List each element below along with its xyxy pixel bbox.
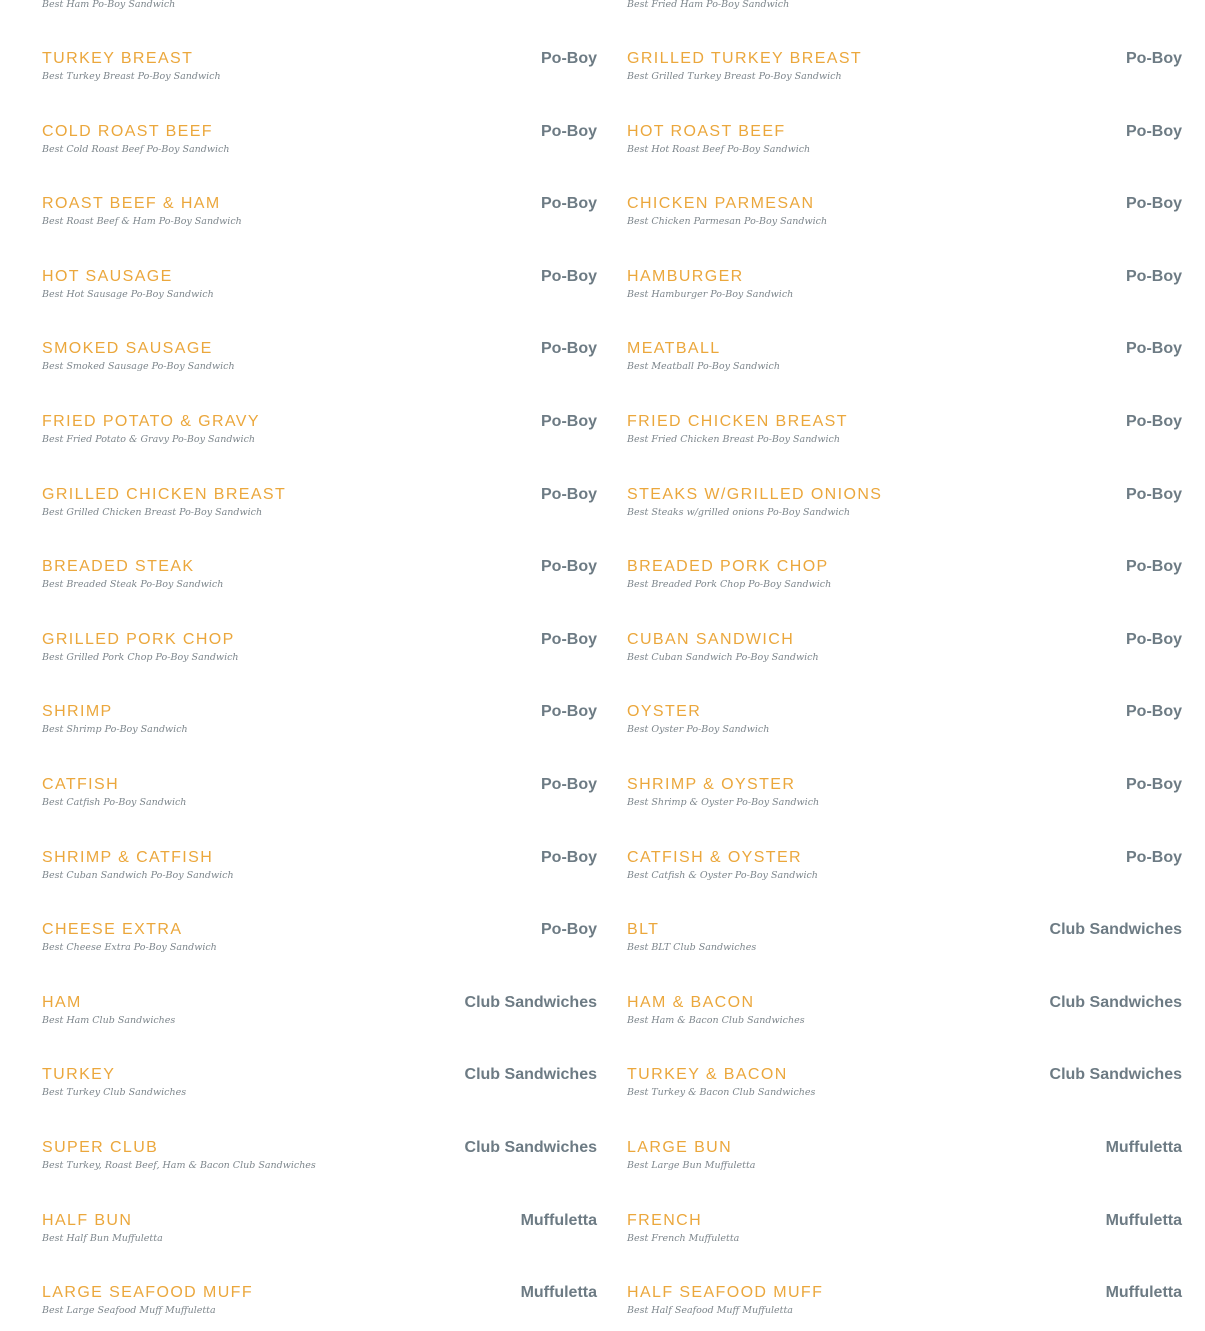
menu-item-name: HAM & BACON: [627, 993, 755, 1011]
menu-item-category: Po-Boy: [1126, 848, 1182, 866]
menu-item-description: Best BLT Club Sandwiches: [627, 942, 757, 954]
menu-item-name: TURKEY: [42, 1066, 116, 1084]
menu-item-name: CATFISH: [42, 776, 120, 793]
menu-item-category: Po-Boy: [541, 630, 597, 648]
menu-item[interactable]: [42, 920, 597, 960]
menu-item-description: Best Cold Roast Beef Po-Boy Sandwich: [42, 143, 230, 155]
menu-item-category: Club Sandwiches: [464, 993, 597, 1011]
menu-item-description: Best Catfish & Oyster Po-Boy Sandwich: [627, 869, 818, 881]
menu-item-category: Club Sandwiches: [1049, 921, 1182, 939]
menu-item-category: Club Sandwiches: [1049, 1066, 1182, 1084]
menu-item[interactable]: [627, 485, 1182, 525]
menu-item-category: Po-Boy: [541, 921, 597, 939]
menu-item-description: Best Steaks w/grilled onions Po-Boy Sandwich: [627, 506, 850, 518]
menu-item-name: GRILLED CHICKEN BREAST: [42, 485, 287, 503]
menu-item-category: Muffuletta: [1105, 1284, 1182, 1302]
menu-item-category: Po-Boy: [541, 485, 597, 503]
menu-item-category: Po-Boy: [541, 122, 597, 140]
menu-item-description: Best Chicken Parmesan Po-Boy Sandwich: [627, 216, 828, 228]
menu-item-description: Best Cheese Extra Po-Boy Sandwich: [42, 942, 217, 954]
menu-item-name: TURKEY & BACON: [627, 1066, 788, 1084]
menu-item-category: Club Sandwiches: [464, 1066, 597, 1084]
menu-item-category: Po-Boy: [541, 267, 597, 285]
menu-item-description: Best Turkey, Roast Beef, Ham & Bacon Club Sandwiches: [42, 1160, 316, 1171]
menu-item-description: Best Grilled Pork Chop Po-Boy Sandwich: [42, 651, 239, 663]
menu-item-description: Best Turkey Breast Po-Boy Sandwich: [42, 71, 221, 82]
menu-item-description: Best Breaded Pork Chop Po-Boy Sandwich: [627, 579, 832, 591]
menu-item-name: CUBAN SANDWICH: [627, 630, 795, 648]
menu-item-description: Best Fried Chicken Breast Po-Boy Sandwich: [627, 434, 840, 445]
menu-item-name: SHRIMP & CATFISH: [42, 848, 214, 866]
menu-item-description: Best Large Bun Muffuletta: [627, 1160, 756, 1171]
menu-item-description: Best Fried Potato & Gravy Po-Boy Sandwich: [42, 434, 256, 445]
menu-item[interactable]: [627, 267, 1182, 307]
menu-item-name: LARGE BUN: [627, 1139, 733, 1156]
menu-item[interactable]: [42, 1211, 597, 1251]
menu-item-description: Best Cuban Sandwich Po-Boy Sandwich: [42, 869, 234, 881]
menu-item-name: HOT SAUSAGE: [42, 267, 173, 285]
menu-item-category: Po-Boy: [1126, 413, 1182, 430]
menu-item-description: Best Roast Beef & Ham Po-Boy Sandwich: [42, 216, 242, 228]
menu-item[interactable]: [42, 557, 597, 597]
menu-item-name: MEATBALL: [627, 340, 721, 358]
menu-item-description: Best Ham & Bacon Club Sandwiches: [627, 1014, 805, 1026]
menu-item-name: HALF BUN: [42, 1211, 133, 1229]
menu-item-name: BREADED STEAK: [42, 558, 195, 576]
menu-item-name: FRIED CHICKEN BREAST: [627, 413, 848, 430]
menu-item[interactable]: [627, 1138, 1182, 1178]
menu-item[interactable]: [627, 122, 1182, 162]
menu-item-category: Po-Boy: [1126, 630, 1182, 648]
menu-item-name: COLD ROAST BEEF: [42, 122, 213, 140]
menu-item-description: Best Cuban Sandwich Po-Boy Sandwich: [627, 651, 819, 663]
menu-item-name: BREADED PORK CHOP: [627, 558, 829, 576]
menu-item-category: Muffuletta: [520, 1284, 597, 1302]
menu-item-name: STEAKS W/GRILLED ONIONS: [627, 485, 883, 503]
menu-item[interactable]: [42, 412, 597, 452]
menu-item[interactable]: [627, 775, 1182, 815]
menu-item-category: Po-Boy: [1126, 50, 1182, 67]
menu-item-description: Best Half Bun Muffuletta: [42, 1232, 163, 1244]
menu-item-description: Best French Muffuletta: [627, 1232, 740, 1244]
menu-item[interactable]: [627, 339, 1182, 379]
menu-item-name: HAMBURGER: [627, 267, 744, 285]
menu-item[interactable]: [627, 412, 1182, 452]
menu-item-description: Best Hot Sausage Po-Boy Sandwich: [42, 288, 214, 300]
menu-item[interactable]: [42, 630, 597, 670]
menu-item-description: Best Ham Po-Boy Sandwich: [42, 0, 176, 10]
menu-item-category: Po-Boy: [541, 776, 597, 793]
menu-item-description: Best Shrimp Po-Boy Sandwich: [42, 724, 188, 736]
menu-item-description: Best Large Seafood Muff Muffuletta: [42, 1305, 216, 1317]
menu-item[interactable]: [42, 848, 597, 888]
menu-item-name: BLT: [627, 921, 660, 939]
menu-item-category: Club Sandwiches: [1049, 993, 1182, 1011]
menu-item-name: SUPER CLUB: [42, 1139, 159, 1156]
menu-item-name: FRENCH: [627, 1211, 703, 1229]
menu-item-category: Po-Boy: [541, 703, 597, 721]
menu-item-category: Po-Boy: [1126, 122, 1182, 140]
menu-item[interactable]: [627, 848, 1182, 888]
menu-item-category: Po-Boy: [541, 848, 597, 866]
menu-item-name: CHICKEN PARMESAN: [627, 195, 815, 213]
menu-item-description: Best Meatball Po-Boy Sandwich: [627, 361, 780, 373]
menu-item-description: Best Half Seafood Muff Muffuletta: [627, 1305, 793, 1317]
menu-item-category: Po-Boy: [541, 558, 597, 576]
menu-item-partial-top: [627, 0, 1182, 38]
menu-item-description: Best Grilled Chicken Breast Po-Boy Sandwich: [42, 506, 263, 518]
menu-item[interactable]: [42, 1283, 597, 1323]
menu-item-description: Best Turkey & Bacon Club Sandwiches: [627, 1087, 816, 1099]
menu-item-description: Best Turkey Club Sandwiches: [42, 1087, 187, 1099]
menu-item[interactable]: [627, 49, 1182, 89]
menu-item-category: Muffuletta: [1105, 1139, 1182, 1156]
menu-item-category: Muffuletta: [520, 1211, 597, 1229]
menu-item[interactable]: [42, 194, 597, 234]
menu-item-category: Po-Boy: [1126, 195, 1182, 213]
menu-item-description: Best Oyster Po-Boy Sandwich: [627, 724, 770, 736]
menu-item-description: Best Grilled Turkey Breast Po-Boy Sandwich: [627, 71, 842, 82]
menu-item-partial-top: [42, 0, 597, 38]
menu-item[interactable]: [42, 1065, 597, 1105]
menu-item[interactable]: [627, 1211, 1182, 1251]
menu-item-category: Muffuletta: [1105, 1211, 1182, 1229]
menu-item[interactable]: [627, 1065, 1182, 1105]
menu-item-name: HAM: [42, 993, 82, 1011]
menu-item-name: HOT ROAST BEEF: [627, 122, 786, 140]
menu-item-name: CHEESE EXTRA: [42, 921, 183, 939]
menu-item-name: TURKEY BREAST: [42, 50, 194, 67]
menu-item[interactable]: [627, 702, 1182, 742]
menu-item[interactable]: [42, 267, 597, 307]
menu-item[interactable]: [42, 122, 597, 162]
menu-item-description: Best Hamburger Po-Boy Sandwich: [627, 288, 794, 300]
menu-item-description: Best Shrimp & Oyster Po-Boy Sandwich: [627, 797, 820, 808]
menu-item-name: SHRIMP & OYSTER: [627, 776, 796, 793]
menu-item-name: ROAST BEEF & HAM: [42, 195, 221, 213]
menu-item[interactable]: [42, 775, 597, 815]
menu-item-name: GRILLED PORK CHOP: [42, 630, 235, 648]
menu-item-category: Po-Boy: [1126, 703, 1182, 721]
menu-item-name: OYSTER: [627, 703, 702, 721]
menu-item[interactable]: [42, 339, 597, 379]
menu-item-category: Po-Boy: [1126, 558, 1182, 576]
menu-item-category: Po-Boy: [541, 50, 597, 67]
menu-item-description: Best Fried Ham Po-Boy Sandwich: [627, 0, 790, 10]
menu-item[interactable]: [627, 1283, 1182, 1323]
menu-item[interactable]: [627, 993, 1182, 1033]
menu-item[interactable]: [42, 49, 597, 89]
menu-item-category: Po-Boy: [1126, 267, 1182, 285]
menu-item[interactable]: [42, 993, 597, 1033]
menu-item-name: CATFISH & OYSTER: [627, 848, 803, 866]
menu-item[interactable]: [627, 920, 1182, 960]
menu-item-name: GRILLED TURKEY BREAST: [627, 50, 863, 67]
menu-item-category: Po-Boy: [1126, 776, 1182, 793]
menu-item-category: Po-Boy: [1126, 340, 1182, 358]
menu-item[interactable]: [627, 557, 1182, 597]
menu-item-category: Po-Boy: [541, 195, 597, 213]
menu-item[interactable]: [42, 1138, 597, 1178]
menu-item-category: Po-Boy: [541, 340, 597, 358]
menu-item[interactable]: [42, 485, 597, 525]
menu-item[interactable]: [627, 194, 1182, 234]
menu-item[interactable]: [42, 702, 597, 742]
menu-item-description: Best Breaded Steak Po-Boy Sandwich: [42, 579, 224, 591]
menu-item-name: FRIED POTATO & GRAVY: [42, 413, 260, 430]
menu-item-description: Best Ham Club Sandwiches: [42, 1014, 176, 1026]
menu-item-category: Po-Boy: [1126, 485, 1182, 503]
menu-item-description: Best Hot Roast Beef Po-Boy Sandwich: [627, 143, 811, 155]
menu-item-name: SHRIMP: [42, 703, 113, 721]
menu-item[interactable]: [627, 630, 1182, 670]
menu-item-category: Po-Boy: [541, 413, 597, 430]
menu-item-description: Best Smoked Sausage Po-Boy Sandwich: [42, 361, 235, 373]
menu-item-name: SMOKED SAUSAGE: [42, 340, 213, 358]
menu-item-description: Best Catfish Po-Boy Sandwich: [42, 797, 187, 808]
menu-item-name: LARGE SEAFOOD MUFF: [42, 1284, 253, 1302]
menu-item-category: Club Sandwiches: [464, 1139, 597, 1156]
menu-item-name: HALF SEAFOOD MUFF: [627, 1284, 824, 1302]
